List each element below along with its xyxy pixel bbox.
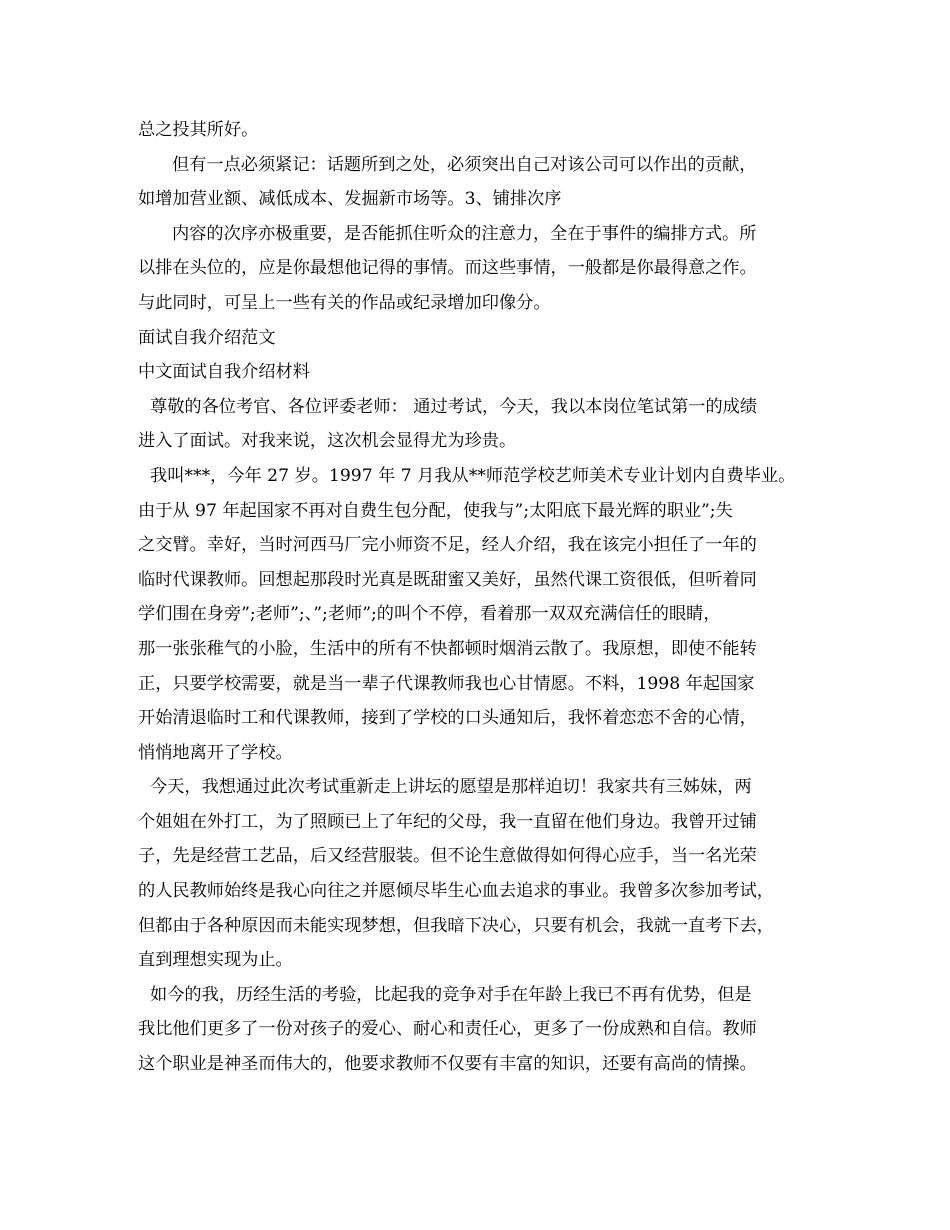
text-line: 那一张张稚气的小脸，生活中的所有不快都顿时烟消云散了。我原想，即使不能转 [138, 638, 757, 659]
text-line: 开始清退临时工和代课教师，接到了学校的口头通知后，我怀着恋恋不舍的心情， [138, 708, 757, 729]
document-body [138, 113, 818, 1082]
text-line: 临时代课教师。回想起那段时光真是既甜蜜又美好，虽然代课工资很低，但听着同 [138, 569, 757, 590]
text-line: 中文面试自我介绍材料 [138, 362, 310, 383]
text-line: 总之投其所好。 [138, 120, 259, 140]
text-line: 面试自我介绍范文 [138, 327, 276, 348]
text-line: 如增加营业额、减低成本、发掘新市场等。3、铺排次序 [138, 189, 562, 210]
text-line: 这个职业是神圣而伟大的，他要求教师不仅要有丰富的知识，还要有高尚的情操。 [138, 1054, 757, 1075]
text-line: 如今的我，历经生活的考验，比起我的竞争对手在年龄上我已不再有优势，但是 [150, 984, 752, 1005]
text-line: 内容的次序亦极重要，是否能抓住听众的注意力，全在于事件的编排方式。所 [172, 223, 757, 244]
text-line: 之交臂。幸好，当时河西马厂完小师资不足，经人介绍，我在该完小担任了一年的 [138, 535, 757, 556]
text-line: 悄悄地离开了学校。 [138, 742, 293, 763]
text-line: 的人民教师始终是我心向往之并愿倾尽毕生心血去追求的事业。我曾多次参加考试， [138, 881, 774, 902]
text-line: 进入了面试。对我来说，这次机会显得尤为珍贵。 [138, 431, 517, 452]
text-line: 尊敬的各位考官、各位评委老师： 通过考试，今天，我以本岗位笔试第一的成绩 [150, 396, 758, 417]
text-line: 个姐姐在外打工，为了照顾已上了年纪的父母，我一直留在他们身边。我曾开过铺 [138, 811, 757, 832]
text-line: 子，先是经营工艺品，后又经营服装。但不论生意做得如何得心应手，当一名光荣 [138, 846, 757, 867]
text-line: 我叫***，今年 27 岁。1997 年 7 月我从**师范学校艺师美术专业计划内自费毕业。 [150, 465, 796, 486]
text-line: 但有一点必须紧记：话题所到之处，必须突出自己对该公司可以作出的贡献， [172, 154, 757, 175]
text-line: 以排在头位的，应是你最想他记得的事情。而这些事情，一般都是你最得意之作。 [138, 258, 757, 279]
text-line: 直到理想实现为止。 [138, 950, 293, 971]
text-line: 与此同时，可呈上一些有关的作品或纪录增加印像分。 [138, 292, 551, 313]
text-line: 我比他们更多了一份对孩子的爱心、耐心和责任心，更多了一份成熟和自信。教师 [138, 1019, 757, 1040]
text-line: 学们围在身旁”;老师”;、”;老师”;的叫个不停，看着那一双双充满信任的眼睛， [138, 604, 721, 625]
text-line: 由于从 97 年起国家不再对自费生包分配，使我与”;太阳底下最光辉的职业”;失 [138, 500, 733, 521]
text-line: 今天，我想通过此次考试重新走上讲坛的愿望是那样迫切！我家共有三姊妹，两 [150, 777, 752, 798]
text-line: 正，只要学校需要，就是当一辈子代课教师我也心甘情愿。不料，1998 年起国家 [138, 673, 755, 694]
text-line: 但都由于各种原因而未能实现梦想，但我暗下决心，只要有机会，我就一直考下去， [138, 915, 774, 936]
